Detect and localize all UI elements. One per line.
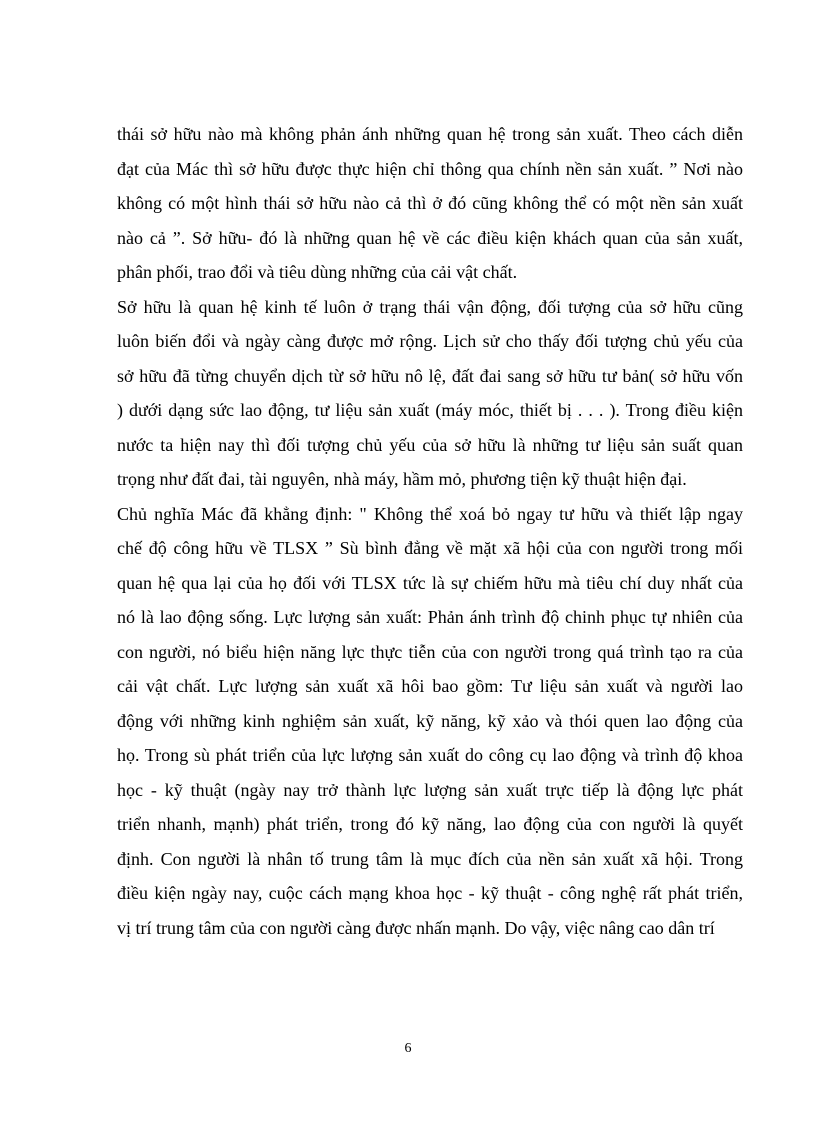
text-line: định. Con người là nhân tố trung tâm là mục đích của nền sản xuất xã hội. Trong	[117, 848, 743, 869]
text-line: con người, nó biểu hiện năng lực thực tiễn của con người trong quá trình tạo ra của	[117, 641, 743, 662]
text-line: chế độ công hữu về TLSX ” Sù bình đẳng về mặt xã hội của con người trong mối	[117, 538, 743, 558]
text-line: thái sở hữu nào mà không phản ánh những quan hệ trong sản xuất. Theo cách diễn	[117, 124, 743, 144]
page-number: 6	[404, 1041, 412, 1056]
text-line: triển nhanh, mạnh) phát triển, trong đó kỹ năng, lao động của con người là quyết	[117, 814, 743, 834]
body-text	[117, 117, 743, 945]
text-line: vị trí trung tâm của con người càng được nhấn mạnh. Do vậy, việc nâng cao dân trí	[117, 917, 715, 938]
text-line: động với những kinh nghiệm sản xuất, kỹ năng, kỹ xảo và thói quen lao động của	[117, 710, 743, 731]
text-line: điều kiện ngày nay, cuộc cách mạng khoa học - kỹ thuật - công nghệ rất phát triển,	[117, 883, 743, 903]
text-line: nước ta hiện nay thì đối tượng chủ yếu của sở hữu là những tư liệu sản suất quan	[117, 434, 743, 455]
text-line: quan hệ qua lại của họ đối với TLSX tức là sự chiếm hữu mà tiêu chí duy nhất của	[117, 572, 743, 593]
text-line: học - kỹ thuật (ngày nay trở thành lực lượng sản xuất trực tiếp là động lực phát	[117, 779, 743, 800]
text-line: cải vật chất. Lực lượng sản xuất xã hôi bao gồm: Tư liệu sản xuất và người lao	[117, 676, 743, 696]
text-line: luôn biến đổi và ngày càng được mở rộng. Lịch sử cho thấy đối tượng chủ yếu của	[117, 331, 743, 351]
text-line: nào cả ”. Sở hữu- đó là những quan hệ về các điều kiện khách quan của sản xuất,	[117, 227, 743, 248]
text-line: phân phối, trao đổi và tiêu dùng những của cải vật chất.	[117, 262, 518, 282]
text-line: họ. Trong sù phát triển của lực lượng sản xuất do công cụ lao động và trình độ khoa	[117, 745, 743, 765]
text-line: ) dưới dạng sức lao động, tư liệu sản xuất (máy móc, thiết bị . . . ). Trong điều kiện	[117, 400, 743, 420]
text-line: Chủ nghĩa Mác đã khẳng định: " Không thể xoá bỏ ngay tư hữu và thiết lập ngay	[117, 503, 743, 524]
text-line: không có một hình thái sở hữu nào cả thì ở đó cũng không thể có một nền sản xuất	[117, 193, 743, 213]
text-line: đạt của Mác thì sở hữu được thực hiện chỉ thông qua chính nền sản xuất. ” Nơi nào	[117, 158, 743, 179]
text-line: trọng như đất đai, tài nguyên, nhà máy, hầm mỏ, phương tiện kỹ thuật hiện đại.	[117, 469, 687, 489]
text-line: nó là lao động sống. Lực lượng sản xuất: Phản ánh trình độ chinh phục tự nhiên của	[117, 607, 743, 627]
text-line: sở hữu đã từng chuyển dịch từ sở hữu nô lệ, đất đai sang sở hữu tư bản( sở hữu vốn	[117, 365, 743, 386]
text-line: Sở hữu là quan hệ kinh tế luôn ở trạng thái vận động, đối tượng của sở hữu cũng	[117, 296, 743, 317]
